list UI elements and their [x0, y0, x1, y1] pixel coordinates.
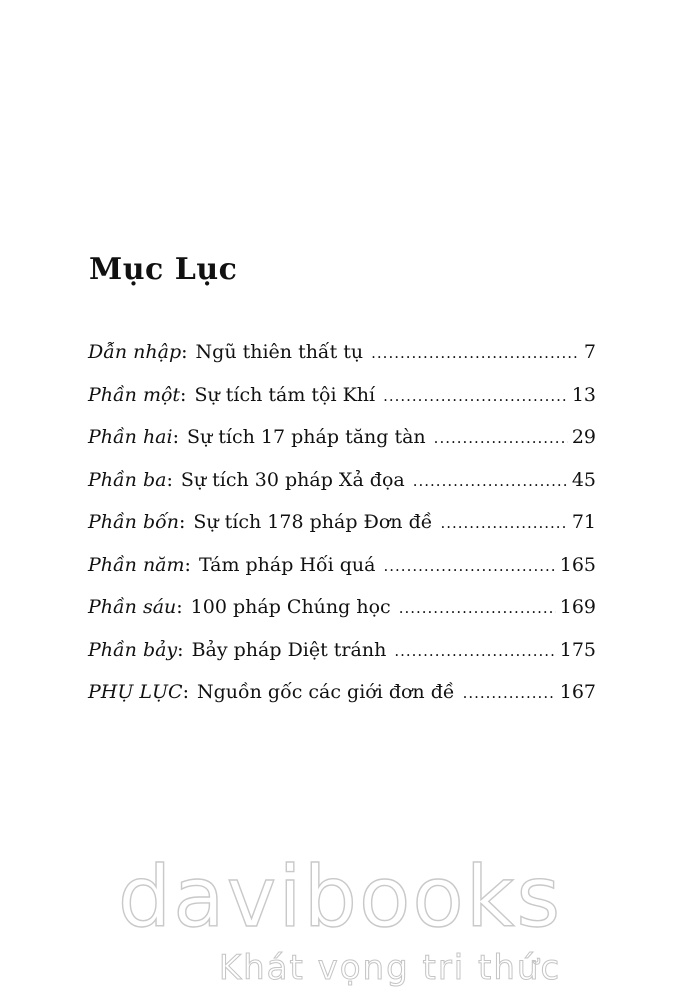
toc-entry-title: Ngũ thiên thất tụ — [195, 341, 364, 363]
toc-leader-dots — [399, 599, 556, 617]
toc-entry-title: Sự tích 30 pháp Xả đọa — [180, 468, 405, 491]
watermark-tagline: Khát vọng tri thức — [218, 948, 562, 988]
toc-entry-page: 45 — [571, 468, 596, 491]
toc-entry — [88, 639, 596, 682]
toc-entry-part: Phần bảy — [88, 638, 178, 661]
toc-entry-separator: : — [184, 553, 191, 576]
toc-entry-separator: : — [182, 681, 189, 703]
toc-entry — [88, 554, 596, 597]
toc-entry-title: Sự tích tám tội Khí — [194, 383, 376, 406]
toc-heading: Mục Lục — [89, 252, 238, 287]
toc-leader-dots — [371, 344, 580, 362]
watermark-brand: davibooks — [117, 848, 563, 946]
toc-entry-title: Sự tích 178 pháp Đơn đề — [193, 511, 433, 533]
toc-entry — [88, 341, 596, 384]
toc-entry-page: 71 — [571, 511, 596, 533]
toc-entry-page: 29 — [571, 426, 596, 448]
toc-entry-page: 175 — [559, 638, 596, 661]
toc-entry-title: Bảy pháp Diệt tránh — [191, 638, 387, 661]
toc-leader-dots — [413, 472, 568, 490]
toc-leader-dots — [383, 387, 568, 405]
toc-entry — [88, 469, 596, 512]
toc-entry-separator: : — [172, 426, 179, 448]
toc-leader-dots — [394, 642, 555, 660]
toc-entry-part: Phần năm — [88, 553, 185, 576]
toc-entry-title: Nguồn gốc các giới đơn đề — [196, 681, 455, 703]
toc-entry — [88, 384, 596, 427]
toc-entry-separator: : — [178, 511, 186, 533]
toc-list — [88, 341, 596, 724]
toc-entry — [88, 681, 596, 724]
toc-entry-part: Dẫn nhập — [88, 341, 182, 363]
toc-entry-page: 169 — [559, 596, 596, 618]
toc-entry-title: 100 pháp Chúng học — [190, 596, 391, 618]
toc-entry — [88, 426, 596, 469]
toc-entry-title: Sự tích 17 pháp tăng tàn — [187, 426, 426, 448]
toc-entry-part: PHỤ LỤC — [88, 681, 183, 703]
toc-entry-page: 13 — [571, 383, 596, 406]
toc-leader-dots — [440, 514, 567, 532]
toc-entry — [88, 596, 596, 639]
toc-entry-separator: : — [176, 596, 183, 618]
toc-entry-part: Phần ba — [88, 468, 167, 491]
toc-entry-part: Phần bốn — [88, 511, 179, 533]
toc-entry-title: Tám pháp Hối quá — [198, 553, 376, 576]
toc-entry-separator: : — [177, 638, 184, 661]
toc-entry-page: 165 — [559, 553, 596, 576]
toc-leader-dots — [434, 429, 568, 447]
toc-entry-separator: : — [181, 341, 188, 363]
toc-entry-page: 167 — [559, 681, 596, 703]
toc-entry-separator: : — [166, 468, 173, 491]
toc-entry-page: 7 — [583, 341, 596, 363]
toc-entry-part: Phần một — [88, 383, 181, 406]
toc-leader-dots — [384, 557, 556, 575]
toc-entry — [88, 511, 596, 554]
toc-entry-separator: : — [180, 383, 187, 406]
toc-entry-part: Phần hai — [88, 426, 173, 448]
toc-leader-dots — [463, 684, 556, 702]
toc-entry-part: Phần sáu — [88, 596, 177, 618]
